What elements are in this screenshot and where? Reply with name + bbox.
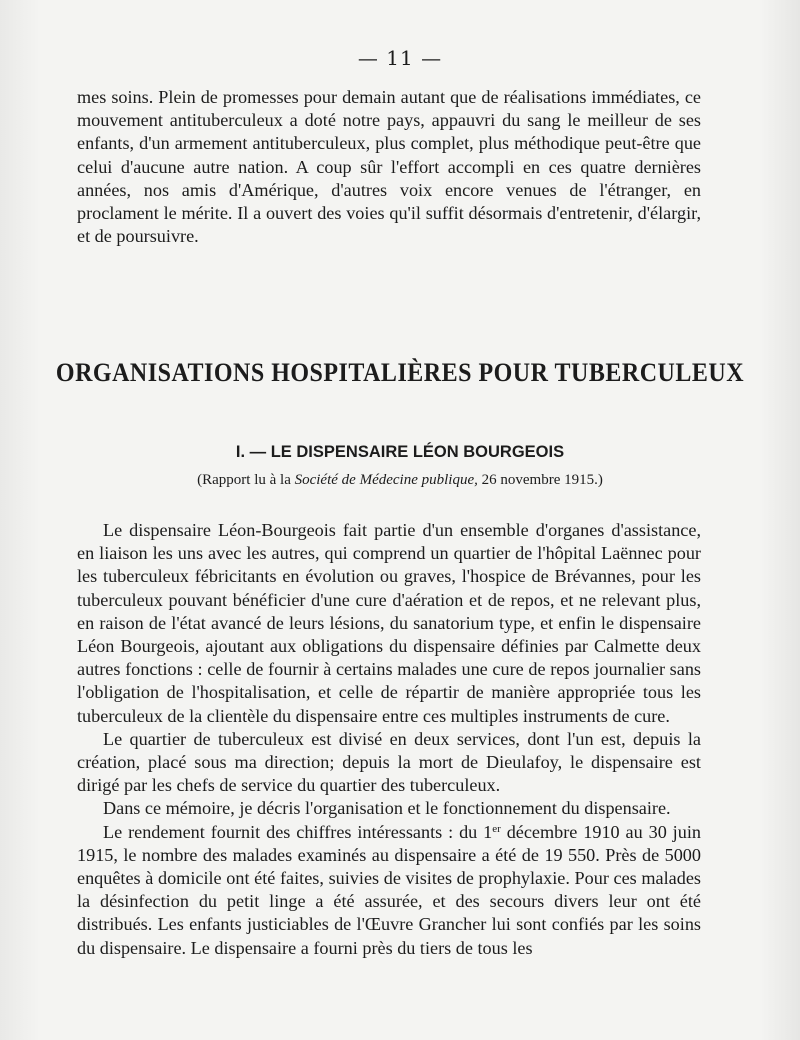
citation-prefix: (Rapport lu à la: [197, 472, 295, 488]
chapter-title: ORGANISATIONS HOSPITALIÈRES POUR TUBERCULEUX: [55, 358, 745, 388]
body-paragraph-3: Dans ce mémoire, je décris l'organisation et le fonctionnement du dispensaire.: [103, 798, 671, 819]
ordinal-superscript: er: [492, 822, 501, 835]
citation-date: 26 novembre 1915.): [477, 472, 603, 488]
citation-line: [0, 472, 800, 489]
body-paragraph-2: Le quartier de tuberculeux est divisé en deux services, dont l'un est, depuis la création, placé sous ma direction; depuis la mort de Dieulafoy, le dispensaire est dirigé par les chefs de service du quartier des tuberculeux.: [77, 728, 701, 796]
body-text: [77, 519, 701, 960]
body-paragraph-1: Le dispensaire Léon-Bourgeois fait partie d'un ensemble d'organes d'assistance, en liaison les uns avec les autres, qui comprend un quartier de l'hôpital Laënnec pour les tuberculeux fébricitants en évolution ou graves, l'hospice de Brévannes, pour les tuberculeux pouvant bénéficier d'une cure d'aération et de repos, et ne relevant plus, en raison de l'état avancé de leurs lésions, du sanatorium type, et enfin le dispensaire Léon Bourgeois, ajoutant aux obligations du dispensaire définies par Calmette deux autres fonctions : celle de fournir à certains malades une cure de repos journalier sans l'obligation de l'hospitalisation, et celle de répartir de manière appropriée tous les tuberculeux de la clientèle du dispensaire entre ces multiples instruments de cure.: [77, 520, 701, 726]
paragraph-4-rest: décembre 1910 au 30 juin 1915, le nombre des malades examinés au dispensaire a été de 19 550. Près de 5000 enquêtes à domicile ont été faites, suivies de visites de prophylaxie. Pour ces malades la désinfection du petit linge a été assurée, et des secours divers leur ont été distribués. Les enfants justiciables de l'Œuvre Grancher lui sont confiés par les soins du dispensaire. Le dispensaire a fourni près du tiers de tous les: [77, 821, 701, 958]
paragraph-text: mes soins. Plein de promesses pour demain autant que de réalisations immédiates, ce mouvement antituberculeux a doté notre pays, appauvri du sang le meilleur de ses enfants, d'un armement antituberculeux, plus complet, plus méthodique peut-être que celui d'aucune autre nation. A coup sûr l'effort accompli en ces quatre dernières années, nos amis d'Amérique, d'autres voix encore venues de l'étranger, en proclament le mérite. Il a ouvert des voies qu'il suffit désormais d'entretenir, d'élargir, et de poursuivre.: [77, 87, 701, 247]
paragraph-4-start: Le rendement fournit des chiffres intéressants : du 1: [103, 821, 493, 842]
continued-paragraph: [77, 86, 701, 248]
page-number: — 11 —: [357, 46, 443, 70]
section-heading: I. — LE DISPENSAIRE LÉON BOURGEOIS: [235, 443, 565, 461]
body-paragraph-4: [77, 821, 701, 960]
citation-society: Société de Médecine publique,: [294, 472, 478, 488]
